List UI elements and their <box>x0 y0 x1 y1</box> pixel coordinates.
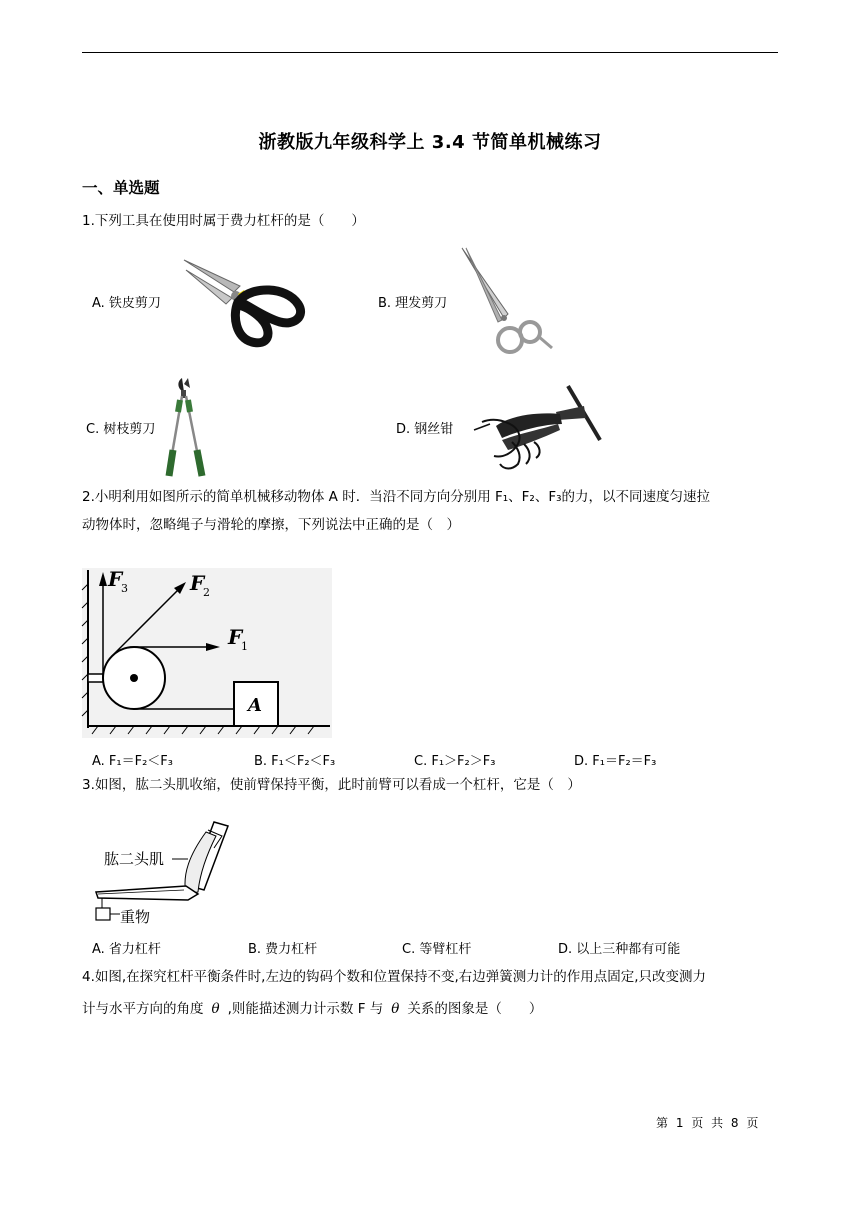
f2-label: F <box>190 571 205 595</box>
q3-option-a: A. 省力杠杆 <box>92 942 161 957</box>
f1-subscript: 1 <box>241 640 248 653</box>
section-title: 一、单选题 <box>82 179 160 197</box>
q3-option-c: C. 等臂杠杆 <box>402 942 472 957</box>
q1-option-b: B. 理发剪刀 <box>378 296 448 311</box>
pulley-diagram <box>82 568 332 738</box>
q3-option-d: D. 以上三种都有可能 <box>558 942 681 957</box>
f3-label: F <box>108 567 123 591</box>
q4-line2-part-c: 关系的图象是（ ） <box>407 1001 543 1017</box>
biceps-label: 肱二头肌 <box>104 850 165 868</box>
q2-option-b: B. F₁＜F₂＜F₃ <box>254 754 336 769</box>
question-3-stem: 3.如图，肱二头肌收缩，使前臂保持平衡，此时前臂可以看成一个杠杆，它是（ ） <box>82 777 581 793</box>
question-4-stem-line2 <box>82 996 782 1022</box>
q3-option-b: B. 费力杠杆 <box>248 942 318 957</box>
q4-line2-part-b: ,则能描述测力计示数 F 与 <box>227 1001 384 1017</box>
question-4-stem-line1: 4.如图,在探究杠杆平衡条件时,左边的钩码个数和位置保持不变,右边弹簧测力计的作用点固定,只改变测力 <box>82 969 707 985</box>
q1-option-a: A. 铁皮剪刀 <box>92 296 161 311</box>
lopper-shears-icon <box>158 376 212 476</box>
f1-label: F <box>228 625 243 649</box>
biceps-arm-diagram <box>90 818 240 930</box>
question-2-stem-line1: 2.小明利用如图所示的简单机械移动物体 A 时．当沿不同方向分别用 F₁、F₂、F₃的力，以不同速度匀速拉 <box>82 489 711 505</box>
barber-scissors-icon <box>460 246 554 358</box>
weight-label: 重物 <box>120 908 151 926</box>
page-footer: 第 1 页 共 8 页 <box>656 1116 759 1130</box>
q4-line2-part-a: 计与水平方向的角度 <box>82 1001 204 1017</box>
tin-snips-icon <box>182 256 304 348</box>
q2-option-c: C. F₁＞F₂＞F₃ <box>414 754 496 769</box>
wire-pliers-icon <box>472 384 612 474</box>
question-1-stem: 1.下列工具在使用时属于费力杠杆的是（ ） <box>82 213 365 229</box>
f2-subscript: 2 <box>203 586 210 599</box>
question-2-stem-line2: 动物体时，忽略绳子与滑轮的摩擦，下列说法中正确的是（ ） <box>82 517 460 533</box>
page-title: 浙教版九年级科学上 3.4 节简单机械练习 <box>258 132 602 153</box>
block-a-label: A <box>248 695 262 716</box>
q2-option-d: D. F₁＝F₂＝F₃ <box>574 754 657 769</box>
q1-option-d: D. 钢丝钳 <box>396 422 454 437</box>
q2-option-a: A. F₁＝F₂＜F₃ <box>92 754 173 769</box>
theta-symbol-2: θ <box>391 1001 400 1017</box>
header-rule <box>82 52 778 53</box>
theta-symbol-1: θ <box>211 1001 220 1017</box>
f3-subscript: 3 <box>121 582 128 595</box>
q1-option-c: C. 树枝剪刀 <box>86 422 156 437</box>
